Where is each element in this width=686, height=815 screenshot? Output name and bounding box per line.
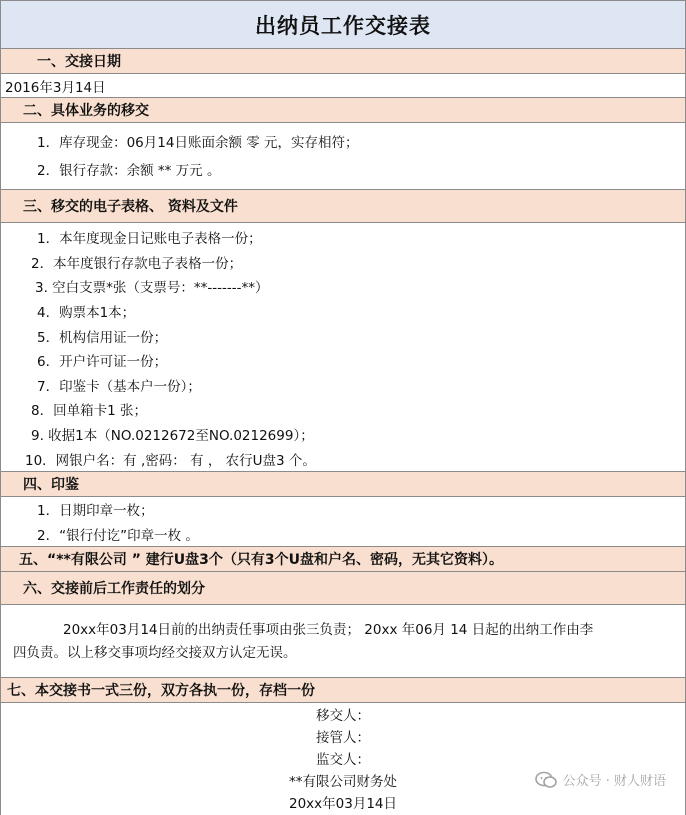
section-1-header: 一、交接日期 [0, 49, 686, 74]
watermark [535, 770, 666, 789]
list-item: 1．本年度现金日记账电子表格一份； [37, 231, 262, 248]
list-item: 2．“银行付讫”印章一枚 。 [37, 527, 199, 544]
list-item: 7．印鉴卡（基本户一份）； [37, 378, 201, 395]
section-2-body [0, 123, 686, 190]
list-item: 1．库存现金：06月14日账面余额 零 元，实存相符； [37, 135, 359, 151]
responsibility-paragraph [0, 605, 686, 678]
section-6-header: 六、交接前后工作责任的划分 [0, 572, 686, 605]
section-4-header: 四、印鉴 [0, 472, 686, 497]
section-3-body [0, 223, 686, 472]
list-item: 3. 空白支票*张（支票号：**-------**） [35, 280, 269, 297]
list-item: 9. 收据1本（NO.0212672至NO.0212699）； [31, 428, 314, 445]
list-item: 2．本年度银行存款电子表格一份； [31, 255, 243, 272]
handover-person-label: 移交人： [316, 708, 370, 725]
list-item: 8．回单箱卡1 张； [31, 403, 147, 420]
supervisor-label: 监交人： [316, 752, 370, 769]
list-item: 5．机构信用证一份； [37, 329, 168, 346]
section-7-header: 七、本交接书一式三份，双方各执一份，存档一份 [0, 678, 686, 703]
list-item: 6．开户许可证一份； [37, 354, 168, 371]
list-item: 1．日期印章一枚； [37, 503, 154, 520]
list-item: 4．购票本1本； [37, 305, 136, 322]
sheet-title: 出纳员工作交接表 [0, 0, 686, 49]
section-3-header: 三、移交的电子表格、 资料及文件 [0, 190, 686, 223]
sign-date: 20xx年03月14日 [288, 796, 397, 813]
section-4-body [0, 497, 686, 547]
paragraph-line: 四负责。以上移交事项均经交接双方认定无误。 [13, 645, 297, 662]
chat-bubble-icon [535, 771, 557, 789]
section-2-header: 二、具体业务的移交 [0, 98, 686, 123]
receiver-label: 接管人： [316, 730, 370, 747]
handover-date: 2016年3月14日 [0, 74, 686, 98]
signature-block [0, 703, 686, 815]
watermark-text: 公众号 · 财人财语 [562, 774, 666, 789]
list-item: 2．银行存款：余额 ** 万元 。 [37, 163, 221, 179]
company-finance-dept: **有限公司财务处 [289, 774, 397, 791]
paragraph-line: 20xx年03月14日前的出纳责任事项由张三负责； 20xx 年06月 14 日起的出纳工作由李 [63, 622, 594, 639]
section-5-header: 五、“**有限公司 ” 建行U盘3个（只有3个U盘和户名、密码，无其它资料）。 [0, 547, 686, 572]
list-item: 10．网银户名：有 ,密码： 有 ， 农行U盘3 个。 [25, 452, 316, 469]
